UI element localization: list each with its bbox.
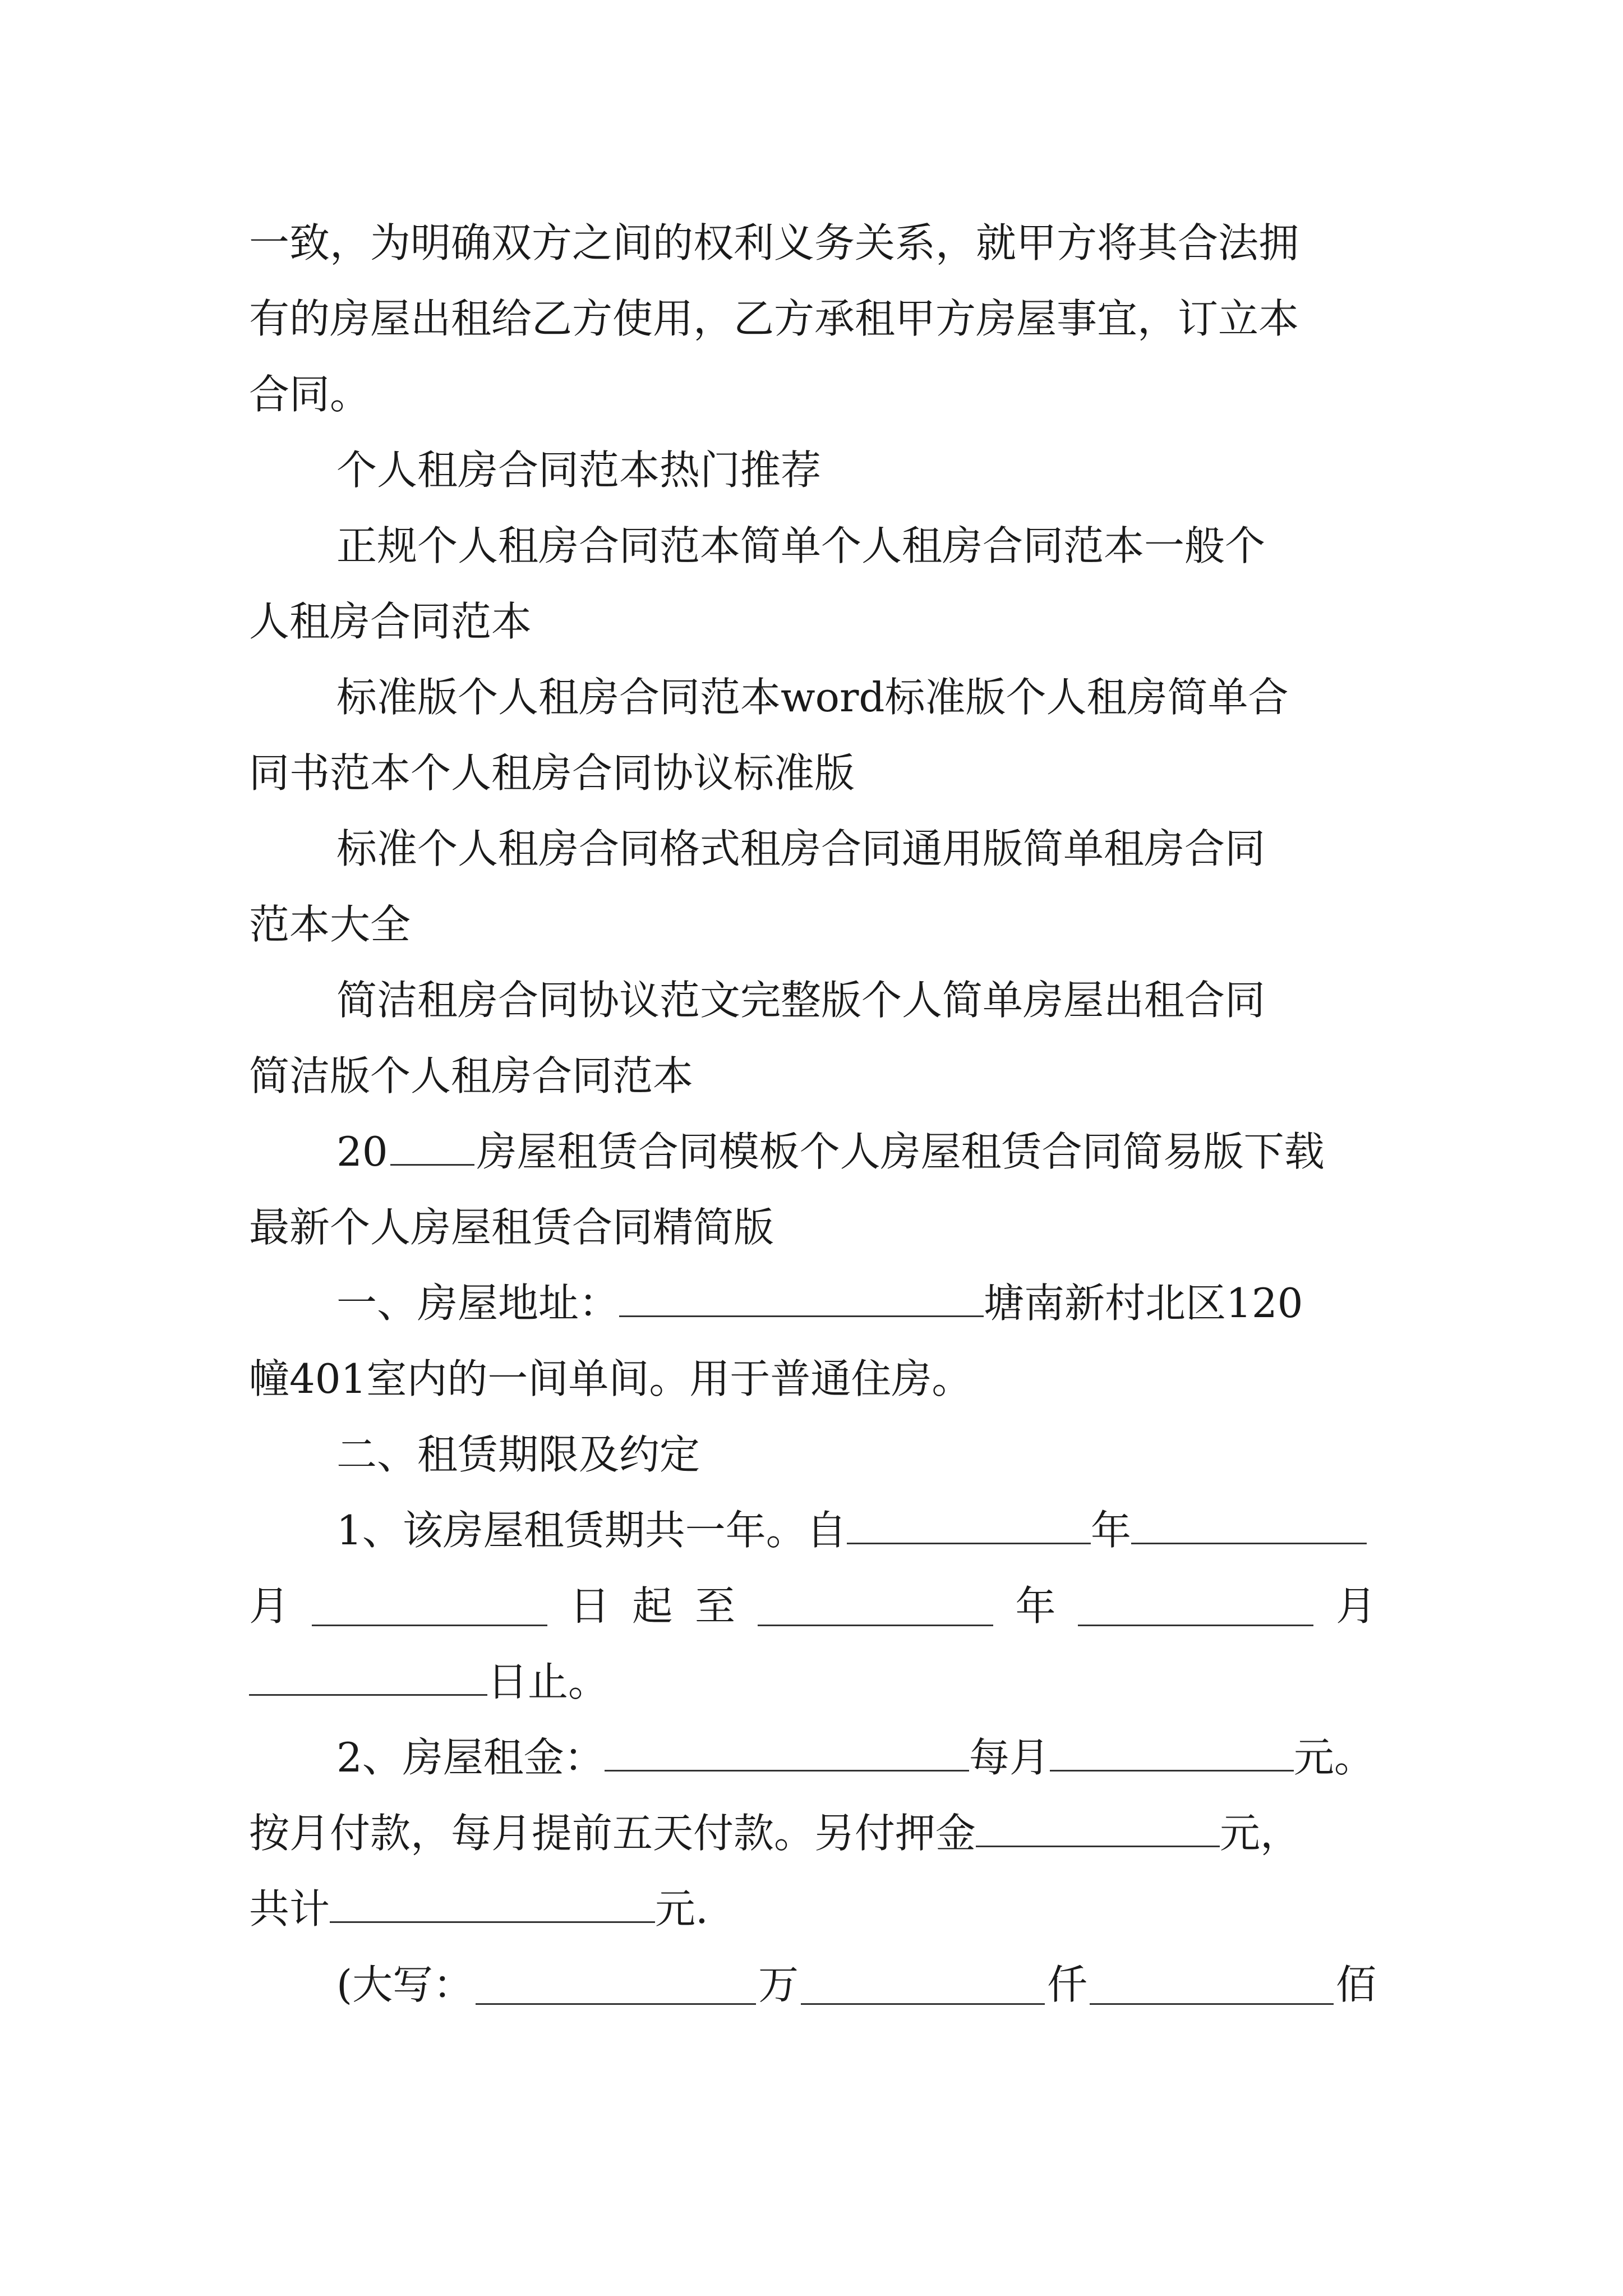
- address-blank: [619, 1277, 984, 1317]
- recommend-p1-line-1: 正规个人租房合同范本简单个人租房合同范本一般个: [336, 522, 1266, 569]
- clause-2-heading: 二、租赁期限及约定: [336, 1431, 700, 1478]
- year-label: 年: [1090, 1507, 1131, 1554]
- deposit-yuan-label: 元，: [1220, 1810, 1301, 1857]
- qian-label: 仟: [1046, 1961, 1087, 2008]
- recommend-p1-line-2: 人租房合同范本: [249, 598, 532, 645]
- rent-line-3: [249, 1871, 1376, 1947]
- clause-1-line-2: 幢401室内的一间单间。用于普通住房。: [249, 1355, 972, 1402]
- qian-blank: [801, 1964, 1045, 2004]
- start-year-blank: [847, 1504, 1091, 1544]
- day-label: 日: [569, 1582, 610, 1630]
- rent-line-2: [249, 1795, 1376, 1871]
- end-year-label: 年: [1015, 1582, 1056, 1630]
- year-prefix: 20: [336, 1128, 388, 1175]
- zhi-label: 至: [694, 1582, 735, 1630]
- yuan-label: 元。: [1293, 1734, 1375, 1781]
- month-label: 月: [249, 1582, 290, 1630]
- recommend-p4-line-1: 简洁租房合同协议范文完整版个人简单房屋出租合同: [336, 977, 1266, 1024]
- end-label: 日止。: [487, 1658, 609, 1705]
- deposit-blank: [976, 1807, 1220, 1847]
- recommend-p5-line-1: [336, 1114, 1376, 1190]
- start-month-blank: [1131, 1504, 1367, 1544]
- deposit-text: 按月付款，每月提前五天付款。另付押金: [249, 1810, 976, 1857]
- rent-line-1: [336, 1719, 1376, 1796]
- recommend-p3-line-2: 范本大全: [249, 901, 411, 948]
- recommend-p2-line-1: 标准版个人租房合同范本word标准版个人租房简单合: [336, 674, 1289, 721]
- end-month-blank: [1078, 1586, 1313, 1626]
- end-day-blank: [249, 1656, 487, 1696]
- lease-period-line-1: [336, 1492, 1376, 1568]
- bai-blank: [1090, 1964, 1334, 2004]
- recommend-heading: 个人租房合同范本热门推荐: [336, 447, 822, 494]
- rent-label: 2、房屋租金：: [336, 1734, 605, 1781]
- lease-period-line-2: [249, 1568, 1376, 1644]
- rent-blank: [605, 1732, 969, 1772]
- intro-line-3: 合同。: [249, 371, 371, 418]
- total-yuan-label: 元.: [655, 1885, 708, 1932]
- address-tail: 塘南新村北区120: [984, 1280, 1303, 1327]
- total-blank: [330, 1883, 655, 1923]
- wan-label: 万: [758, 1961, 799, 2008]
- clause-1-line-1: [336, 1265, 1376, 1341]
- end-month-label: 月: [1335, 1582, 1376, 1630]
- start-day-blank: [312, 1586, 547, 1626]
- end-year-blank: [758, 1586, 993, 1626]
- intro-line-1: 一致，为明确双方之间的权利义务关系，就甲方将其合法拥: [249, 219, 1299, 266]
- recommend-p4-line-2: 简洁版个人租房合同范本: [249, 1052, 694, 1099]
- recommend-p5-line-2: 最新个人房屋租赁合同精简版: [249, 1204, 774, 1251]
- bai-label: 佰: [1335, 1961, 1376, 2008]
- clause-1-label: 一、房屋地址：: [336, 1280, 620, 1327]
- capital-amount-line: [336, 1947, 1376, 2023]
- qi-label: 起: [632, 1582, 673, 1630]
- per-month-label: 每月: [969, 1734, 1050, 1781]
- monthly-amount-blank: [1050, 1732, 1294, 1772]
- lease-period-line-3: [249, 1644, 1376, 1720]
- year-blank: [390, 1126, 474, 1166]
- total-label: 共计: [249, 1885, 330, 1932]
- recommend-p5-text: 房屋租赁合同模板个人房屋租赁合同简易版下载: [476, 1128, 1325, 1175]
- lease-period-text: 1、该房屋租赁期共一年。自: [336, 1507, 847, 1554]
- recommend-p2-line-2: 同书范本个人租房合同协议标准版: [249, 749, 855, 797]
- intro-line-2: 有的房屋出租给乙方使用，乙方承租甲方房屋事宜，订立本: [249, 295, 1299, 342]
- recommend-p3-line-1: 标准个人租房合同格式租房合同通用版简单租房合同: [336, 825, 1266, 872]
- capital-open: (大写：: [336, 1961, 474, 2008]
- wan-blank: [476, 1964, 756, 2004]
